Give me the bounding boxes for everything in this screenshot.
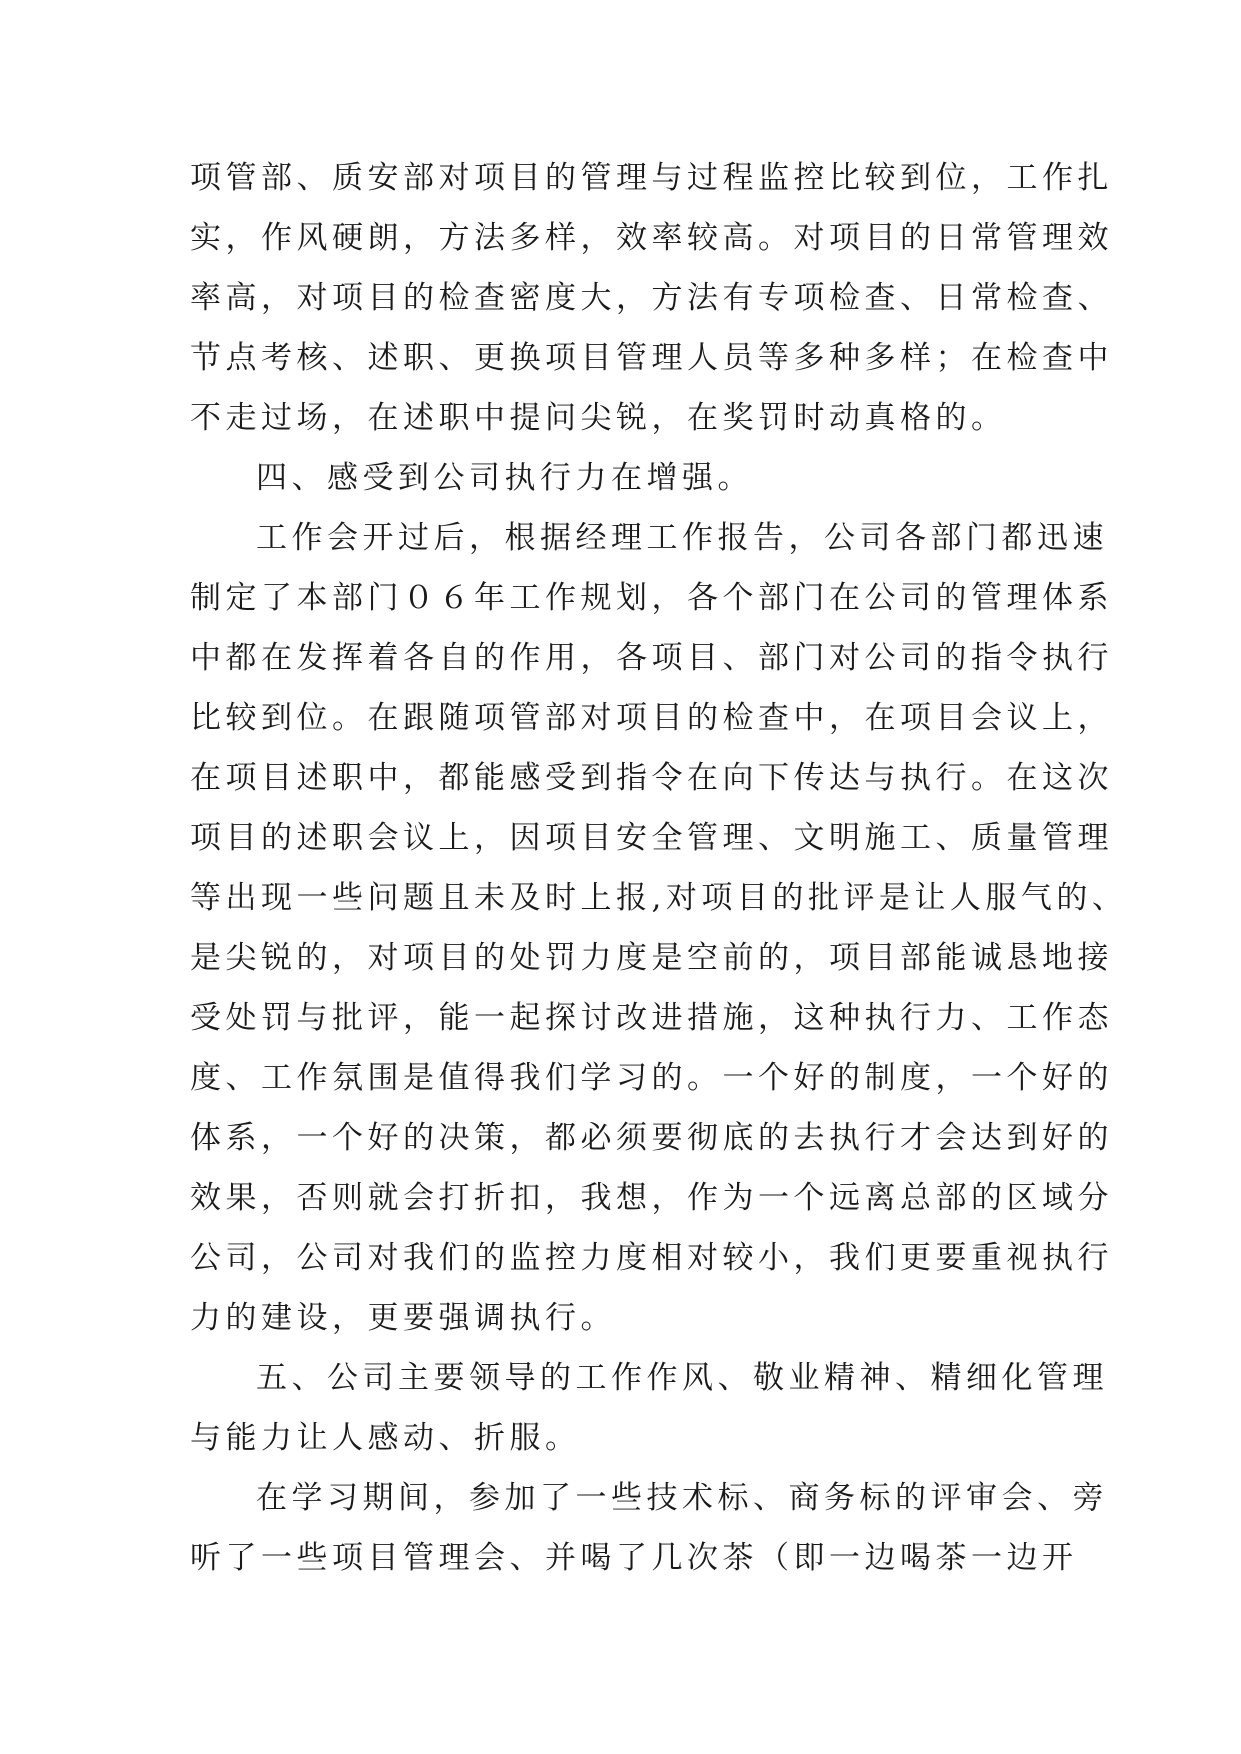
text-line: 效果，否则就会打折扣，我想，作为一个远离总部的区域分 (190, 1180, 1113, 1216)
section-heading: 四、感受到公司执行力在增强。 (256, 460, 753, 496)
text-line: 工作会开过后，根据经理工作报告，公司各部门都迅速 (256, 520, 1108, 556)
text-line: 是尖锐的，对项目的处罚力度是空前的，项目部能诚恳地接 (190, 940, 1113, 976)
text-line: 公司，公司对我们的监控力度相对较小，我们更要重视执行 (190, 1240, 1113, 1276)
text-line: 项目的述职会议上，因项目安全管理、文明施工、质量管理 (190, 820, 1113, 856)
text-line: 与能力让人感动、折服。 (190, 1420, 581, 1456)
text-line: 体系，一个好的决策，都必须要彻底的去执行才会达到好的 (190, 1120, 1113, 1156)
text-line: 比较到位。在跟随项管部对项目的检查中，在项目会议上， (190, 700, 1113, 736)
section-heading: 五、公司主要领导的工作作风、敬业精神、精细化管理 (256, 1360, 1108, 1396)
text-line: 在项目述职中，都能感受到指令在向下传达与执行。在这次 (190, 760, 1113, 796)
text-line: 节点考核、述职、更换项目管理人员等多种多样；在检查中 (190, 340, 1113, 376)
text-line: 实，作风硬朗，方法多样，效率较高。对项目的日常管理效 (190, 220, 1113, 256)
text-line: 听了一些项目管理会、并喝了几次茶（即一边喝茶一边开 (190, 1540, 1078, 1576)
text-line: 受处罚与批评，能一起探讨改进措施，这种执行力、工作态 (190, 1000, 1113, 1036)
text-line: 项管部、质安部对项目的管理与过程监控比较到位，工作扎 (190, 160, 1113, 196)
text-line: 在学习期间，参加了一些技术标、商务标的评审会、旁 (256, 1480, 1108, 1516)
text-line: 制定了本部门０６年工作规划，各个部门在公司的管理体系 (190, 580, 1113, 616)
text-line: 率高，对项目的检查密度大，方法有专项检查、日常检查、 (190, 280, 1113, 316)
text-line: 不走过场，在述职中提问尖锐，在奖罚时动真格的。 (190, 400, 1007, 436)
text-line: 度、工作氛围是值得我们学习的。一个好的制度，一个好的 (190, 1060, 1113, 1096)
document-body (190, 148, 1128, 1588)
text-line: 中都在发挥着各自的作用，各项目、部门对公司的指令执行 (190, 640, 1113, 676)
text-line: 等出现一些问题且未及时上报,对项目的批评是让人服气的、 (190, 880, 1128, 916)
text-line: 力的建设，更要强调执行。 (190, 1300, 616, 1336)
